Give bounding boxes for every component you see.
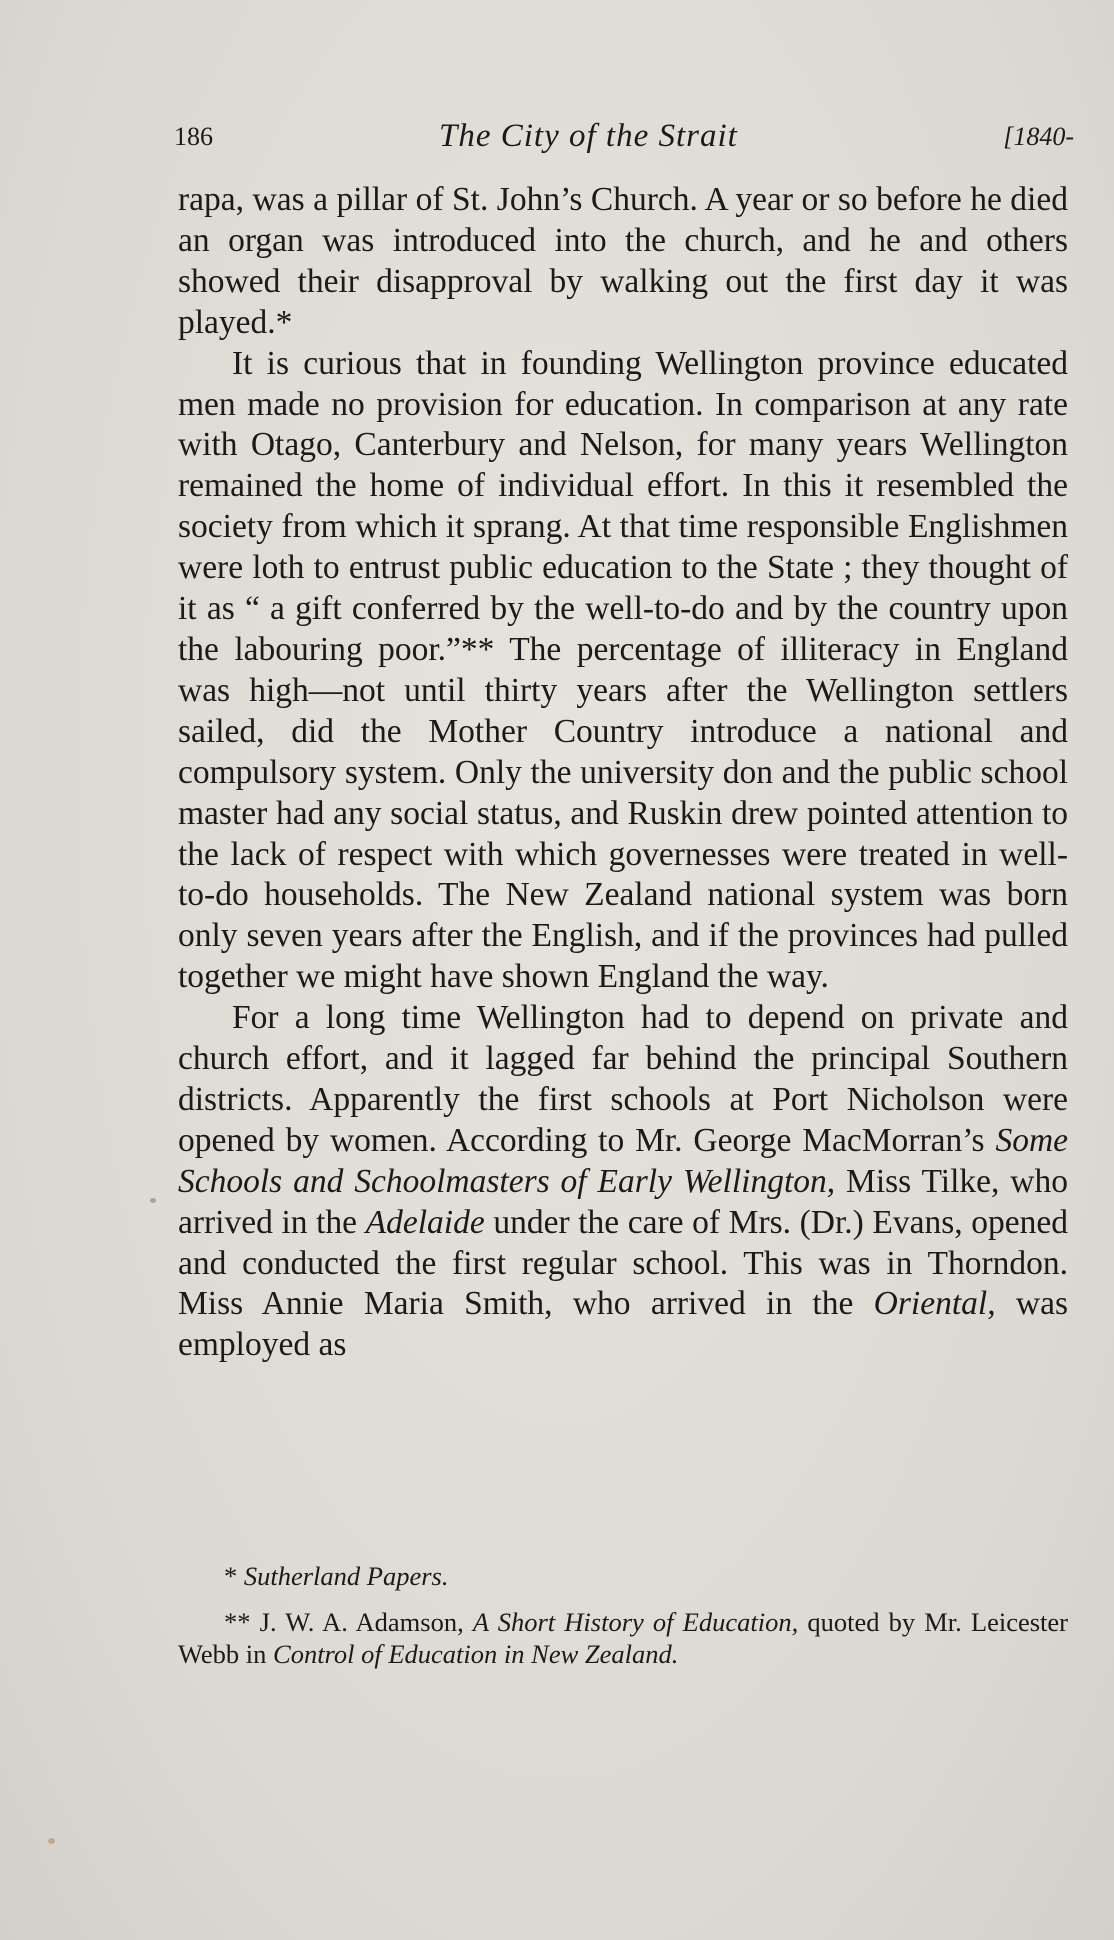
running-title: The City of the Strait [439, 118, 738, 154]
page-number: 186 [174, 122, 213, 151]
paragraph-segment: It is curious that in founding Wellington province educated men made no provision for education. In comparison at any rate with Otago, Canterbury and Nelson, for many years Wellington remained the home of individual effort. In this it resembled the society from which it sprang. At that time responsible Englishmen were loth to entrust public education to the State ; they thought of it as “ a gift conferred by the well-to-do and by the country upon the labouring poor.”** The percentage of illiteracy in England was high—not until thirty years after the Wellington settlers sailed, did the Mother Country introduce a national and compulsory system. Only the university don and the public school master had any social status, and Ruskin drew pointed attention to the lack of respect with which governesses were treated in well-to-do households. The New Zealand national system was born only seven years after the English, and if the provinces had pulled together we might have shown England the way. [178, 344, 1068, 996]
footnote-1 [178, 1560, 1068, 1592]
ship-name-italic: Oriental, [873, 1285, 996, 1323]
footnote-source-italic: Control of Education in New Zealand. [273, 1639, 679, 1669]
paragraph-3 [178, 998, 1068, 1366]
paragraph-2 [178, 344, 1068, 999]
running-head [174, 118, 1074, 158]
footnote-text: quoted by Mr. Leicester Webb in [178, 1607, 1069, 1669]
paragraph-segment: rapa, was a pillar of St. John’s Church. A year or so before he died an organ was introduced into the church, and he and others showed their disapproval by walking out the first day it was played.* [178, 181, 1068, 341]
footnote-text: ** J. W. A. Adamson, [224, 1607, 473, 1637]
paragraph-1 [178, 180, 1068, 344]
footnote-2 [178, 1606, 1068, 1670]
footnote-source-italic: Sutherland Papers. [243, 1561, 449, 1591]
footnote-marker: * [224, 1561, 244, 1591]
footnotes [178, 1560, 1068, 1684]
paragraph-segment: under the care of Mrs. (Dr.) Evans, opened and conducted the first regular school. This was in Thorndon. Miss Annie Maria Smith, who arrived in the [178, 1203, 1068, 1323]
paragraph-segment: was employed as [178, 1285, 1068, 1364]
body-text [178, 180, 1068, 1366]
ship-name-italic: Adelaide [365, 1203, 485, 1241]
running-date: [1840- [1003, 122, 1074, 151]
book-title-italic: Some Schools and Schoolmasters of Early Wellington, [178, 1121, 1068, 1200]
paper-speck [150, 1198, 156, 1203]
paragraph-segment: For a long time Wellington had to depend on private and church effort, and it lagged far behind the principal Southern districts. Apparently the first schools at Port Nicholson were opened by women. According to Mr. George MacMorran’s [178, 999, 1068, 1159]
paper-speck [48, 1838, 55, 1844]
paragraph-segment: Miss Tilke, who arrived in the [178, 1162, 1068, 1241]
footnote-source-italic: A Short History of Education, [472, 1607, 799, 1637]
